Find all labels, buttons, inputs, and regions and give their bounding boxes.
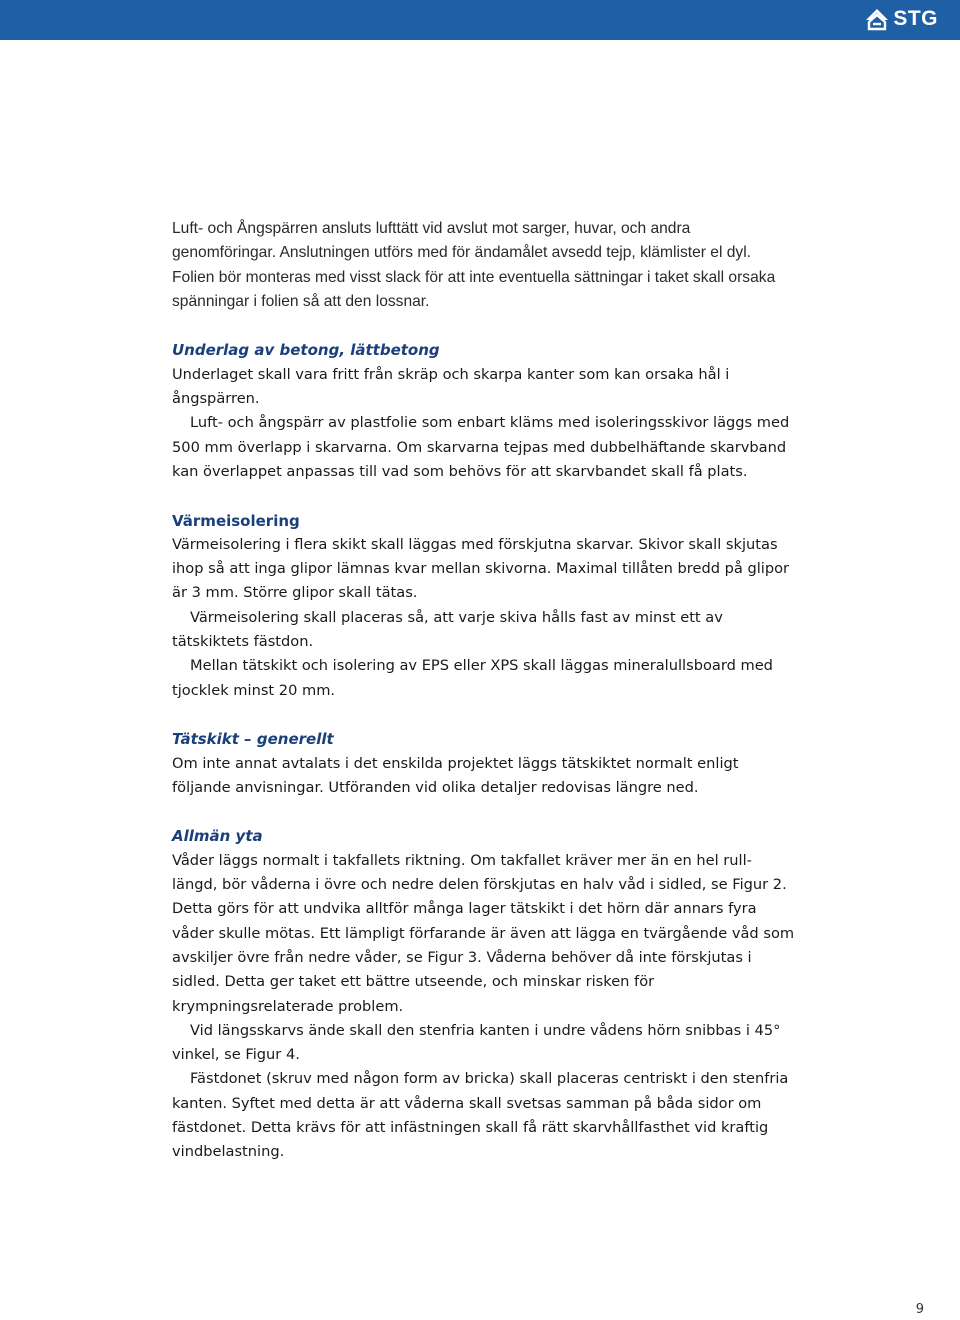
header-bar — [0, 0, 960, 40]
paragraph: Fästdonet (skruv med någon form av bricka) skall placeras centriskt i den stenfria kanten. Syftet med detta är att våderna skall svetsas samman på båda sidor om fästdonet. Detta krävs för att infästningen skall få rätt skarvhållfasthet vid kraftig vindbelastning. — [172, 1070, 789, 1161]
stg-logo — [864, 4, 938, 34]
paragraph: Våder läggs normalt i takfallets riktning. Om takfallet kräver mer än en hel rull-längd, bör våderna i övre och nedre delen förskjutas en halv våd i sidled, se Figur 2. Detta görs för att undvika alltför många lager tätskikt i det hörn där annars fyra våder skulle mötas. Ett lämpligt förfarande är även att lägga en tvärgående våd som avskiljer övre från nedre våder, se Figur 3. Våderna behöver då inte förskjutas i sidled. Detta ger taket ett bättre utseende, och minskar risken för krympningsrelaterade problem. — [172, 851, 795, 1015]
stg-roof-icon — [864, 6, 890, 32]
page-content — [172, 217, 797, 1165]
page-number: 9 — [915, 1302, 924, 1317]
section-heading: Underlag av betong, lättbetong — [172, 341, 440, 360]
brand-name: STG — [893, 7, 938, 30]
section-underlag — [172, 338, 797, 484]
section-tatskikt-generellt — [172, 727, 797, 800]
paragraph: Underlaget skall vara fritt från skräp och skarpa kanter som kan orsaka hål i ångspärren. — [172, 365, 730, 408]
intro-paragraph: Luft- och Ångspärren ansluts lufttätt vid avslut mot sarger, huvar, och andra genomföringar. Anslutningen utförs med för ändamålet avsedd tejp, klämlister el dyl. Folien bör monteras med visst slack för att inte eventuella sättningar i taket skall orsaka spänningar i folien så att den lossnar. — [172, 220, 776, 310]
paragraph: Värmeisolering skall placeras så, att varje skiva hålls fast av minst ett av tätskiktets fästdon. — [172, 608, 723, 651]
paragraph: Luft- och ångspärr av plastfolie som enbart kläms med isoleringsskivor läggs med 500 mm överlapp i skarvarna. Om skarvarna tejpas med dubbelhäftande skarvband kan överlappet anpassas till vad som behövs för att skarvbandet skall få plats. — [172, 414, 790, 480]
paragraph: Värmeisolering i flera skikt skall läggas med förskjutna skarvar. Skivor skall skjutas ihop så att inga glipor lämnas kvar mellan skivorna. Maximal tillåten bredd på glipor är 3 mm. Större glipor skall tätas. — [172, 535, 790, 602]
section-heading: Tätskikt – generellt — [172, 730, 334, 749]
section-varmeisolering — [172, 509, 797, 703]
paragraph: Om inte annat avtalats i det enskilda projektet läggs tätskiktet normalt enligt följande anvisningar. Utföranden vid olika detaljer redovisas längre ned. — [172, 754, 739, 796]
paragraph: Vid längsskarvs ände skall den stenfria kanten i undre vådens hörn snibbas i 45° vinkel, se Figur 4. — [172, 1021, 781, 1064]
section-allman-yta — [172, 824, 797, 1164]
section-heading: Värmeisolering — [172, 511, 300, 530]
paragraph: Mellan tätskikt och isolering av EPS eller XPS skall läggas mineralullsboard med tjocklek minst 20 mm. — [172, 657, 773, 699]
section-heading: Allmän yta — [172, 827, 263, 846]
